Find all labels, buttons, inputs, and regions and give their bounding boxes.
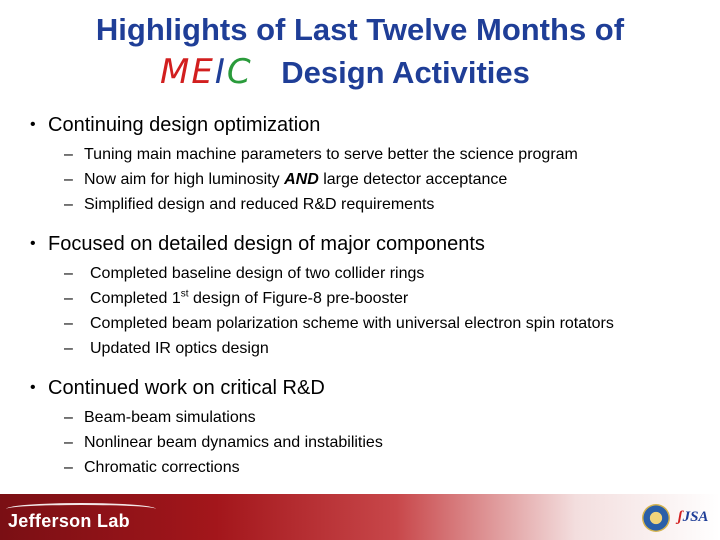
list-item: – Chromatic corrections	[64, 459, 240, 476]
footer-bar	[0, 494, 720, 540]
list-item: – Nonlinear beam dynamics and instabilities	[64, 434, 383, 451]
section-heading: Continued work on critical R&D	[48, 377, 325, 399]
section-design-optimization	[30, 112, 710, 217]
list-item: – Completed beam polarization scheme with universal electron spin rotators	[64, 315, 614, 332]
slide-title-line2	[160, 54, 720, 91]
section-heading: Focused on detailed design of major components	[48, 233, 485, 255]
bullet-icon: •	[30, 235, 36, 252]
bullet-icon: •	[30, 116, 36, 133]
section-heading: Continuing design optimization	[48, 114, 321, 136]
bullet-icon: •	[30, 379, 36, 396]
section-critical-rd	[30, 375, 710, 480]
list-item: – Now aim for high luminosity AND large detector acceptance	[64, 171, 508, 188]
list-item: – Tuning main machine parameters to serve better the science program	[64, 146, 578, 163]
list-item: – Simplified design and reduced R&D requirements	[64, 196, 435, 213]
section-major-components	[30, 231, 710, 361]
slide-content	[30, 112, 710, 494]
list-item: – Completed baseline design of two collider rings	[64, 265, 425, 282]
doe-seal-icon	[642, 504, 670, 532]
jefferson-lab-logo: Jefferson Lab	[8, 511, 130, 532]
list-item: – Completed 1st design of Figure-8 pre-booster	[64, 288, 409, 307]
meic-logo: MEIC	[160, 52, 253, 92]
slide-title-line1: Highlights of Last Twelve Months of	[95, 12, 625, 47]
list-item: – Updated IR optics design	[64, 340, 269, 357]
slide-title-line2-text: Design Activities	[281, 55, 530, 90]
logo-swoosh	[6, 503, 156, 515]
list-item: – Beam-beam simulations	[64, 409, 256, 426]
jsa-logo: ʃJSA	[677, 509, 709, 525]
